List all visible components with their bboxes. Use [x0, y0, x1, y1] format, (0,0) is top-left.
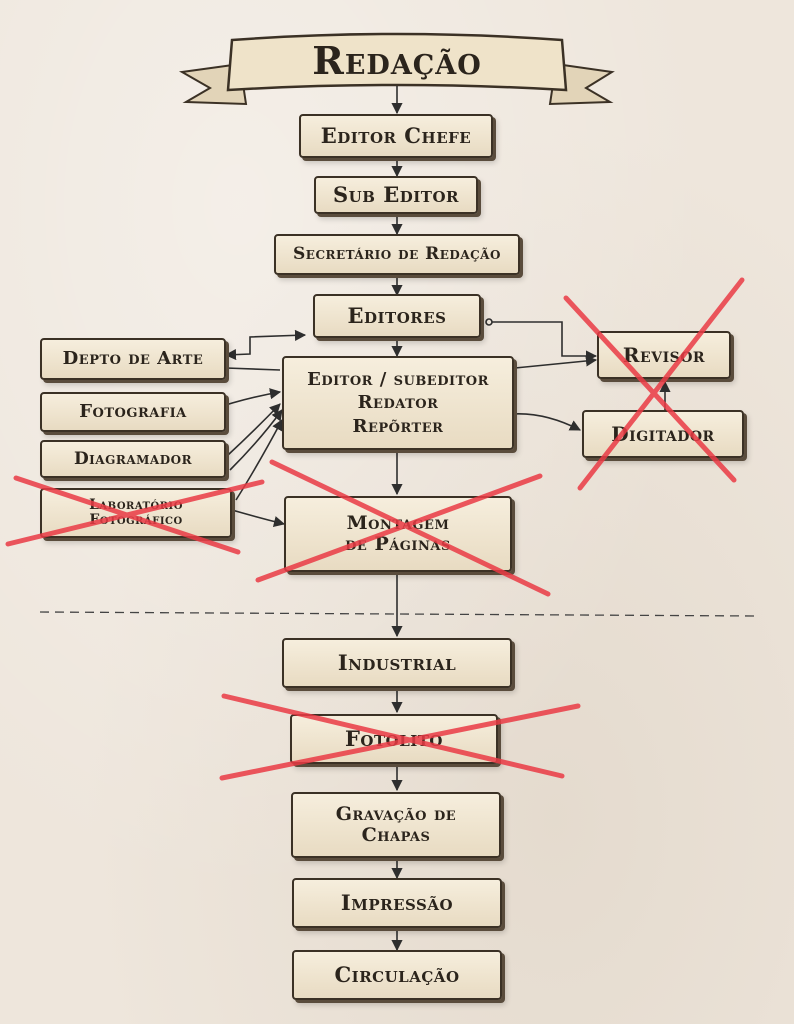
box-depto-de-arte: Depto de Arte: [40, 338, 226, 380]
box-fotolito: Fotolito: [290, 714, 498, 764]
box-editor-chefe: Editor Chefe: [299, 114, 493, 158]
box-laboratorio-fotografico: Laboratório Fotográfico: [40, 488, 232, 538]
box-digitador: Digitador: [582, 410, 744, 458]
box-industrial: Industrial: [282, 638, 512, 688]
box-gravacao-de-chapas: Gravação de Chapas: [291, 792, 501, 858]
box-impressao: Impressão: [292, 878, 502, 928]
box-montagem-de-paginas: Montagem de Páginas: [284, 496, 512, 572]
box-secretario-de-redacao: Secretário de Redação: [274, 234, 520, 275]
box-diagramador: Diagramador: [40, 440, 226, 478]
box-editores: Editores: [313, 294, 481, 338]
box-revisor: Revisor: [597, 331, 731, 379]
box-fotografia: Fotografia: [40, 392, 226, 432]
page-title: Redação: [312, 37, 482, 83]
section-divider: [40, 612, 756, 616]
box-editor-redator-reporter: Editor / subeditor Redator Repõrter: [282, 356, 514, 450]
box-sub-editor: Sub Editor: [314, 176, 478, 214]
box-circulacao: Circulação: [292, 950, 502, 1000]
